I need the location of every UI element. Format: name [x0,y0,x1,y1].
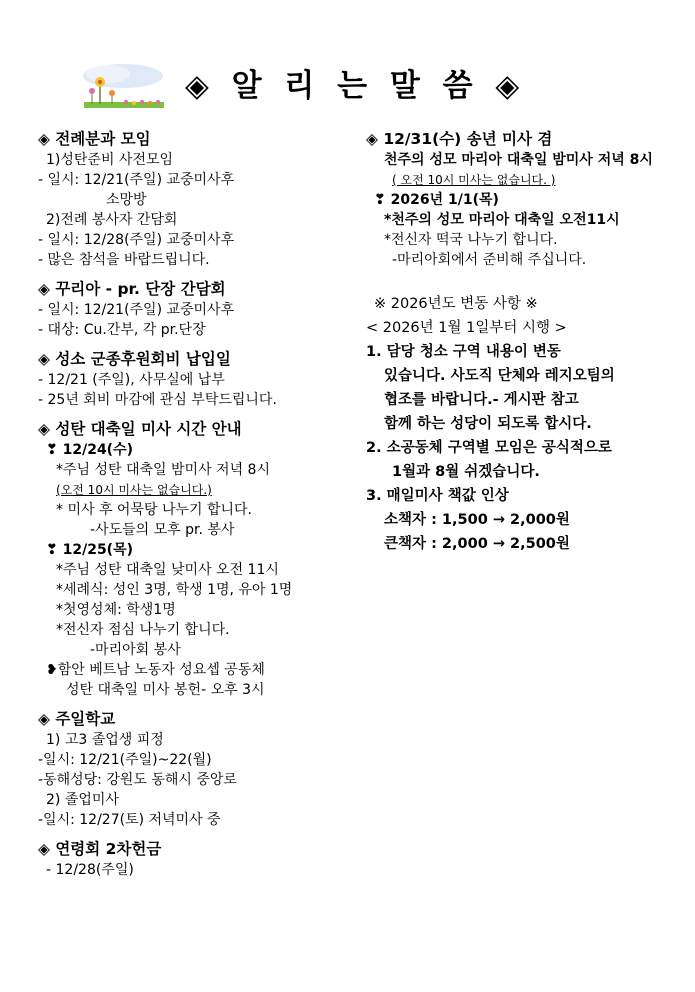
notice-line: 1. 담당 청소 구역 내용이 변동 [366,344,561,360]
text-line: ❣ 12/25(목) [46,542,134,558]
text-line: *전신자 떡국 나누기 합니다. [384,232,558,248]
text-line: -일시: 12/21(주일)~22(월) [38,752,212,768]
flower-garden-icon [78,62,168,112]
notice-line: 1월과 8월 쉬겠습니다. [392,464,540,480]
text-line: *전신자 점심 나누기 합니다. [56,622,230,638]
text-line: - 일시: 12/21(주일) 교중미사후 [38,172,235,188]
text-line: -사도들의 모후 pr. 봉사 [90,522,235,538]
notice-line: 소책자 : 1,500 → 2,000원 [384,512,570,528]
section-heading: ◈ 꾸리아 - pr. 단장 간담회 [38,280,226,298]
text-line: - 25년 회비 마감에 관심 부탁드립니다. [38,392,277,408]
spacer [366,270,666,292]
section-heading: ◈ 12/31(수) 송년 미사 겸 [366,130,553,148]
text-line: *세례식: 성인 3명, 학생 1명, 유아 1명 [56,582,293,598]
notice-line: < 2026년 1월 1일부터 시행 > [366,320,567,336]
text-line: - 대상: Cu.간부, 각 pr.단장 [38,322,206,338]
text-line: *천주의 성모 마리아 대축일 오전11시 [384,212,620,228]
text-line: - 일시: 12/21(주일) 교중미사후 [38,302,235,318]
text-line: 1)성탄준비 사전모임 [46,152,174,168]
text-line: ❥함안 베트남 노동자 성요셉 공동체 [46,662,265,678]
text-line: 천주의 성모 마리아 대축일 밤미사 저녁 8시 [384,152,653,168]
page-title: ◈ 알 리 는 말 씀 ◈ [185,68,520,104]
text-line: ❣ 2026년 1/1(목) [374,192,499,208]
text-line: * 미사 후 어묵탕 나누기 합니다. [56,502,252,518]
text-line: 소망방 [106,192,147,208]
text-line: 성탄 대축일 미사 봉헌- 오후 3시 [66,682,265,698]
text-line: *주님 성탄 대축일 낮미사 오전 11시 [56,562,279,578]
section-heading: ◈ 성소 군종후원회비 납입일 [38,350,231,368]
text-line: 2) 졸업미사 [46,792,119,808]
text-line: ❣ 12/24(수) [46,442,134,458]
notice-line: ※ 2026년도 변동 사항 ※ [374,296,538,312]
text-line: *첫영성체: 학생1명 [56,602,176,618]
notice-line: 2. 소공동체 구역별 모임은 공식적으로 [366,440,612,456]
header [0,58,695,108]
text-line: -동해성당: 강원도 동해시 중앙로 [38,772,237,788]
notice-line: 있습니다. 사도직 단체와 레지오팀의 [384,368,615,384]
section-heading: ◈ 성탄 대축일 미사 시간 안내 [38,420,242,438]
text-line: 1) 고3 졸업생 피정 [46,732,164,748]
text-line: -일시: 12/27(토) 저녁미사 중 [38,812,221,828]
text-line: - 12/21 (주일), 사무실에 납부 [38,372,225,388]
notice-line: 협조를 바랍니다.- 게시판 참고 [384,392,579,408]
text-line: ( 오전 10시 미사는 없습니다. ) [392,173,556,187]
text-line: *주님 성탄 대축일 밤미사 저녁 8시 [56,462,270,478]
right-column [366,128,666,556]
left-column [38,128,358,880]
section-heading: ◈ 연령회 2차헌금 [38,840,162,858]
text-line: - 12/28(주일) [46,862,134,878]
text-line: (오전 10시 미사는 없습니다.) [56,483,212,497]
text-line: 2)전례 봉사자 간담회 [46,212,178,228]
notice-line: 큰책자 : 2,000 → 2,500원 [384,536,570,552]
text-line: -마리아회에서 준비해 주십니다. [392,252,587,268]
text-line: -마리아회 봉사 [90,642,181,658]
section-heading: ◈ 전례분과 모임 [38,130,151,148]
text-line: - 많은 참석을 바랍드립니다. [38,252,210,268]
notice-line: 함께 하는 성당이 되도록 합시다. [384,416,592,432]
text-line: - 일시: 12/28(주일) 교중미사후 [38,232,235,248]
section-heading: ◈ 주일학교 [38,710,116,728]
notice-line: 3. 매일미사 책값 인상 [366,488,509,504]
